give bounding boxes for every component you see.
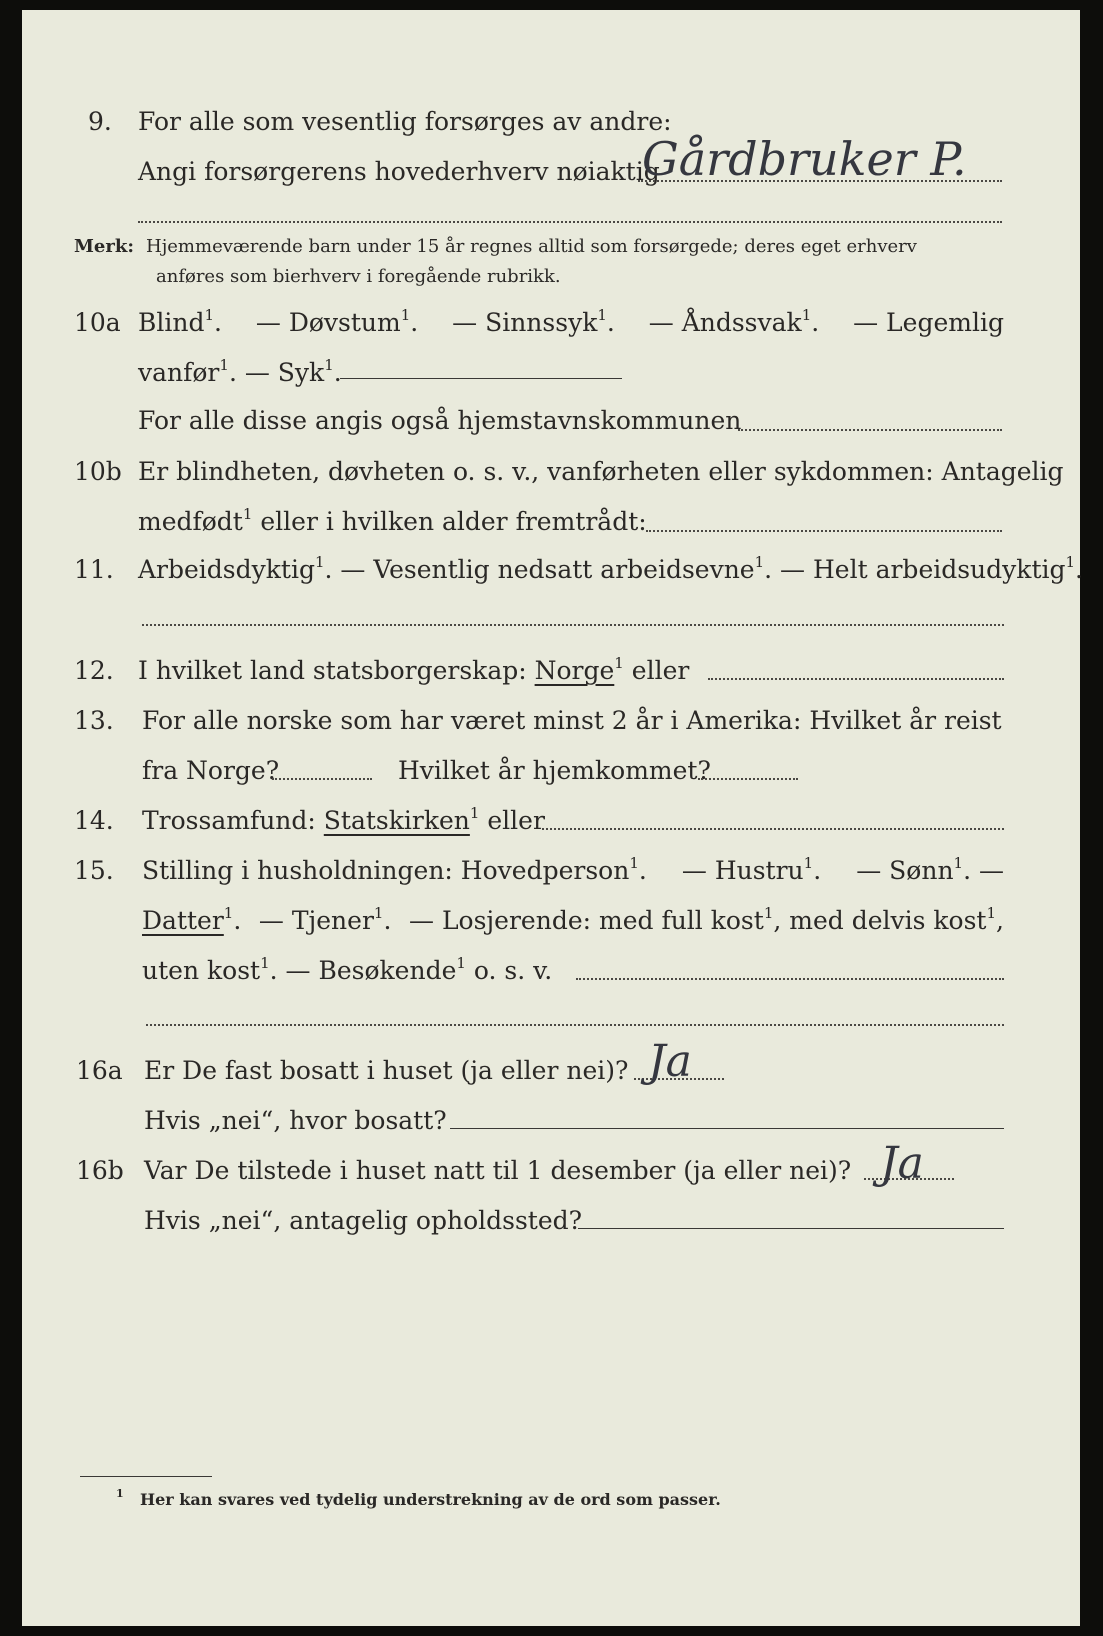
q14-number: 14. [74, 806, 114, 835]
q15-datter-underlined: Datter [142, 906, 224, 935]
q10a-line3: For alle disse angis også hjemstavnskommunen [138, 406, 742, 435]
q15-hovedperson: Stilling i husholdningen: Hovedperson$^1$. [142, 854, 647, 885]
q9-line1: For alle som vesentlig forsørges av andre: [138, 107, 672, 136]
footnote-rule [80, 1476, 212, 1477]
q15-losjerende: — Losjerende: med full kost$^1$, med delvis kost$^1$, [409, 904, 1004, 935]
q12-norge-underlined: Norge [534, 656, 615, 685]
q14-line: Trossamfund: Statskirken$^1$ eller [142, 804, 545, 835]
footnote-mark: 1 [116, 1487, 124, 1500]
q10a-line2: vanfør$^1$. — Syk$^1$. [138, 356, 342, 387]
q10a-sinnssyk: — Sinnssyk$^1$. [452, 306, 615, 337]
q13-hjemkommet: Hvilket år hjemkommet? [398, 756, 711, 785]
q16a-line1: Er De fast bosatt i huset (ja eller nei)? [144, 1056, 629, 1085]
q15-answer-line [576, 978, 1004, 980]
q12-answer-line [708, 678, 1004, 680]
q11-line: Arbeidsdyktig$^1$. — Vesentlig nedsatt arbeidsevne$^1$. — Helt arbeidsudyktig$^1$. [138, 553, 1083, 584]
q13-hjemkommet-line [698, 778, 798, 780]
q10a-andssvak: — Åndssvak$^1$. [648, 306, 820, 337]
q10a-syk-line [340, 378, 622, 379]
q13-line1: For alle norske som har været minst 2 år i Amerika: Hvilket år reist [142, 706, 1002, 735]
q11-number: 11. [74, 555, 114, 584]
q13-fra-norge: fra Norge? [142, 756, 280, 785]
q10a-dovstum: — Døvstum$^1$. [255, 306, 419, 337]
q9-extra-line [138, 221, 1002, 223]
q14-statskirken-underlined: Statskirken [323, 806, 470, 835]
q9-number: 9. [88, 107, 112, 136]
q15-hustru: — Hustru$^1$. [681, 854, 822, 885]
q10a-number: 10a [74, 308, 121, 337]
q15-line3: uten kost$^1$. — Besøkende$^1$ o. s. v. [142, 954, 553, 985]
q15-extra-line [146, 1024, 1004, 1026]
q16a-line2: Hvis „nei“, hvor bosatt? [144, 1106, 447, 1135]
q10a-line1 [138, 306, 1004, 337]
q10a-blind: Blind$^1$. [138, 306, 222, 337]
q15-number: 15. [74, 856, 114, 885]
q15-sonn: — Sønn$^1$. — [856, 854, 1004, 885]
merk-line1: Hjemmeværende barn under 15 år regnes alltid som forsørgede; deres eget erhverv [146, 236, 917, 257]
q16b-opholdssted-line [578, 1228, 1004, 1229]
q13-number: 13. [74, 706, 114, 735]
q13-reist-line [272, 778, 372, 780]
q15-line1 [142, 854, 1004, 885]
q10a-legemlig: — Legemlig [853, 308, 1004, 337]
q16b-answer-handwriting: Ja [880, 1138, 924, 1189]
q16b-line2: Hvis „nei“, antagelig opholdssted? [144, 1206, 583, 1235]
q16b-line1: Var De tilstede i huset natt til 1 desember (ja eller nei)? [144, 1156, 852, 1185]
q16b-number: 16b [76, 1156, 124, 1185]
q10b-line1: Er blindheten, døvheten o. s. v., vanførheten eller sykdommen: Antagelig [138, 457, 1064, 486]
q15-tjener: — Tjener$^1$. [258, 904, 392, 935]
merk-label: Merk: [74, 236, 134, 257]
census-form-page [22, 10, 1083, 1626]
q16a-answer-handwriting: Ja [648, 1036, 692, 1087]
q10a-hjemstavn-line [738, 429, 1002, 431]
q9-line2: Angi forsørgerens hovederhverv nøiaktig [138, 157, 660, 186]
q9-answer-handwriting: Gårdbruker P. [642, 132, 967, 186]
q10b-line2: medfødt$^1$ eller i hvilken alder fremtrådt: [138, 505, 647, 536]
q11-extra-line [142, 624, 1004, 626]
q16a-bosatt-line [450, 1128, 1004, 1129]
merk-line2: anføres som bierhverv i foregående rubrikk. [156, 266, 561, 287]
q10b-answer-line [646, 530, 1002, 532]
q16a-number: 16a [76, 1056, 123, 1085]
q12-number: 12. [74, 656, 114, 685]
footnote-text: Her kan svares ved tydelig understrekning av de ord som passer. [140, 1490, 721, 1509]
q15-datter: Datter$^1$. [142, 904, 242, 935]
q15-line2 [142, 904, 1004, 935]
q12-line: I hvilket land statsborgerskap: Norge$^1$ eller [138, 654, 690, 685]
q14-answer-line [542, 828, 1004, 830]
q10b-number: 10b [74, 457, 122, 486]
